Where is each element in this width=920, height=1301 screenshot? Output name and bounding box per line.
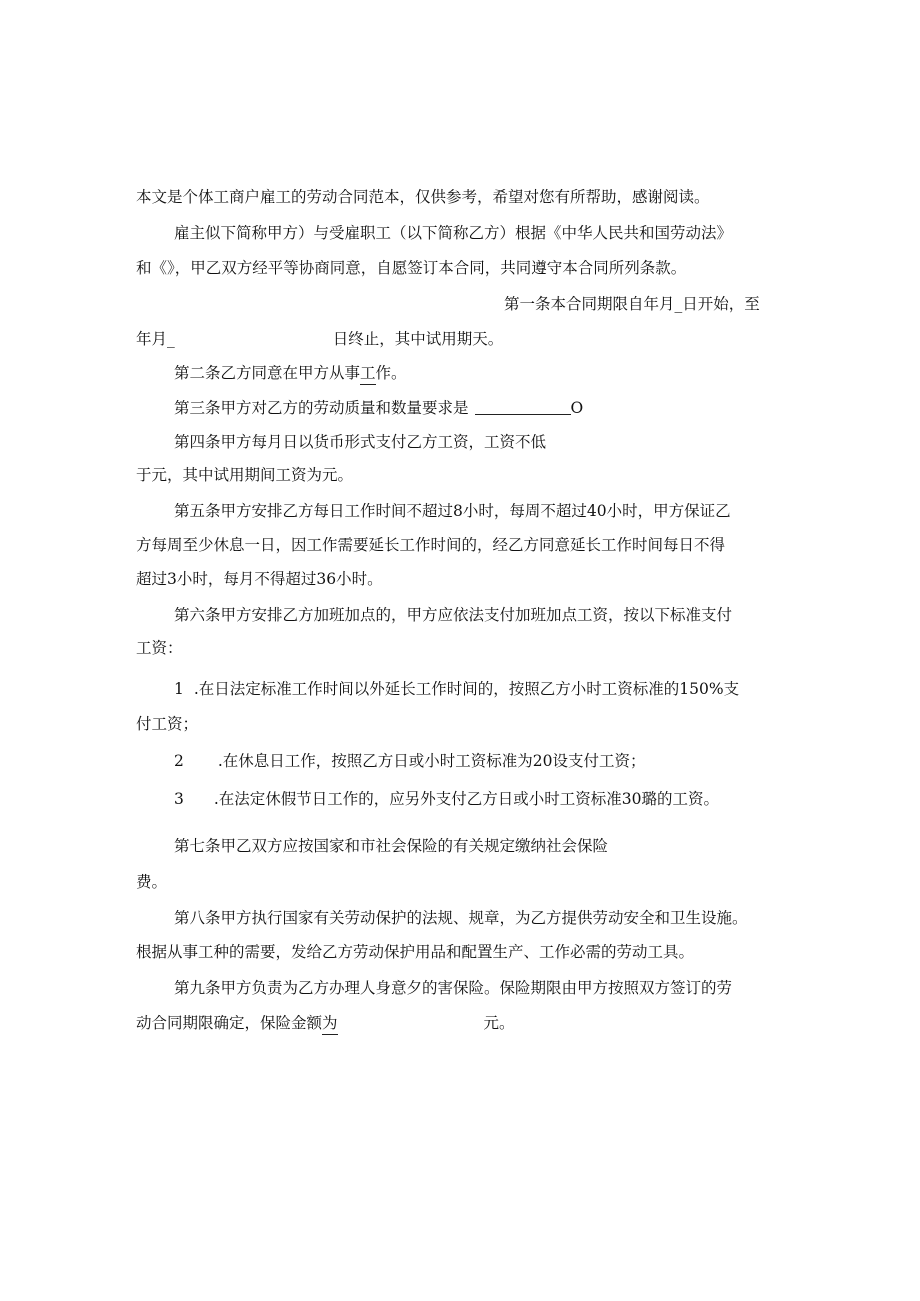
article-2-start: 第二条乙方同意在甲方从事 [174, 364, 361, 382]
article-4-line-2: 于元，其中试用期间工资为元。 [136, 466, 354, 484]
article-1-line-1: 第一条本合同期限自年月_日开始，至 [504, 295, 760, 313]
item-2 [174, 750, 646, 772]
article-9-line-2 [136, 1012, 515, 1035]
item-3-text: .在法定休假节日工作的，应另外支付乙方日或小时工资标准30璐的工资。 [213, 790, 720, 808]
item-1-text: .在日法定标准工作时间以外延长工作时间的，按照乙方小时工资标准的150%支 [193, 680, 740, 698]
article-3-blank [475, 398, 571, 415]
article-4-line-1: 第四条甲方每月日以货币形式支付乙方工资，工资不低 [174, 433, 547, 451]
item-2-text: .在休息日工作，按照乙方日或小时工资标准为20设支付工资； [217, 752, 646, 770]
article-6-line-1: 第六条甲方安排乙方加班加点的，甲方应依法支付加班加点工资，按以下标准支付 [174, 606, 733, 624]
article-6-line-2: 工资： [136, 639, 183, 657]
item-1-line-2: 付工资； [136, 715, 199, 733]
article-7-line-1: 第七条甲乙双方应按国家和市社会保险的有关规定缴纳社会保险 [174, 837, 609, 855]
item-1-number: 1 [174, 680, 184, 698]
article-9-line-2-start: 动合同期限确定，保险金额 [136, 1014, 323, 1032]
article-7-line-2: 费。 [136, 873, 168, 891]
article-9-underlined: 为 [322, 1012, 338, 1035]
article-2 [174, 362, 407, 385]
article-2-underlined: 工 [360, 362, 376, 385]
para-parties-line-2: 和《》，甲乙双方经平等协商同意，自愿签订本合同，共同遵守本合同所列条款。 [136, 259, 687, 277]
article-8-line-2: 根据从事工种的需要，发给乙方劳动保护用品和配置生产、工作必需的劳动工具。 [136, 943, 695, 961]
article-1-line-2 [136, 328, 503, 350]
item-2-number: 2 [174, 752, 184, 770]
article-3-text: 第三条甲方对乙方的劳动质量和数量要求是 [174, 399, 469, 417]
article-9-line-2-end: 元。 [483, 1014, 515, 1032]
article-1-line-2-end: 日终止，其中试用期天。 [332, 330, 504, 348]
article-9-line-1: 第九条甲方负责为乙方办理人身意夕的害保险。保险期限由甲方按照双方签订的劳 [174, 979, 733, 997]
item-3 [174, 788, 719, 810]
article-8-line-1: 第八条甲方执行国家有关劳动保护的法规、规章，为乙方提供劳动安全和卫生设施。 [174, 909, 748, 927]
article-5-line-3: 超过3小时，每月不得超过36小时。 [136, 570, 383, 588]
article-2-end: 作。 [375, 364, 407, 382]
article-1-line-2-start: 年月_ [136, 330, 175, 348]
article-5-line-2: 方每周至少休息一日，因工作需要延长工作时间的，经乙方同意延长工作时间每日不得 [136, 536, 726, 554]
article-5-line-1: 第五条甲方安排乙方每日工作时间不超过8小时，每周不超过40小时，甲方保证乙 [174, 502, 731, 520]
item-3-number: 3 [174, 790, 184, 808]
intro-line: 本文是个体工商户雇工的劳动合同范本，仅供参考，希望对您有所帮助，感谢阅读。 [136, 188, 710, 206]
article-3 [174, 397, 583, 419]
para-parties-line-1: 雇主似下简称甲方）与受雇职工（以下简称乙方）根据《中华人民共和国劳动法》 [174, 224, 733, 242]
article-3-end: O [570, 399, 584, 417]
item-1-line-1 [174, 678, 739, 700]
